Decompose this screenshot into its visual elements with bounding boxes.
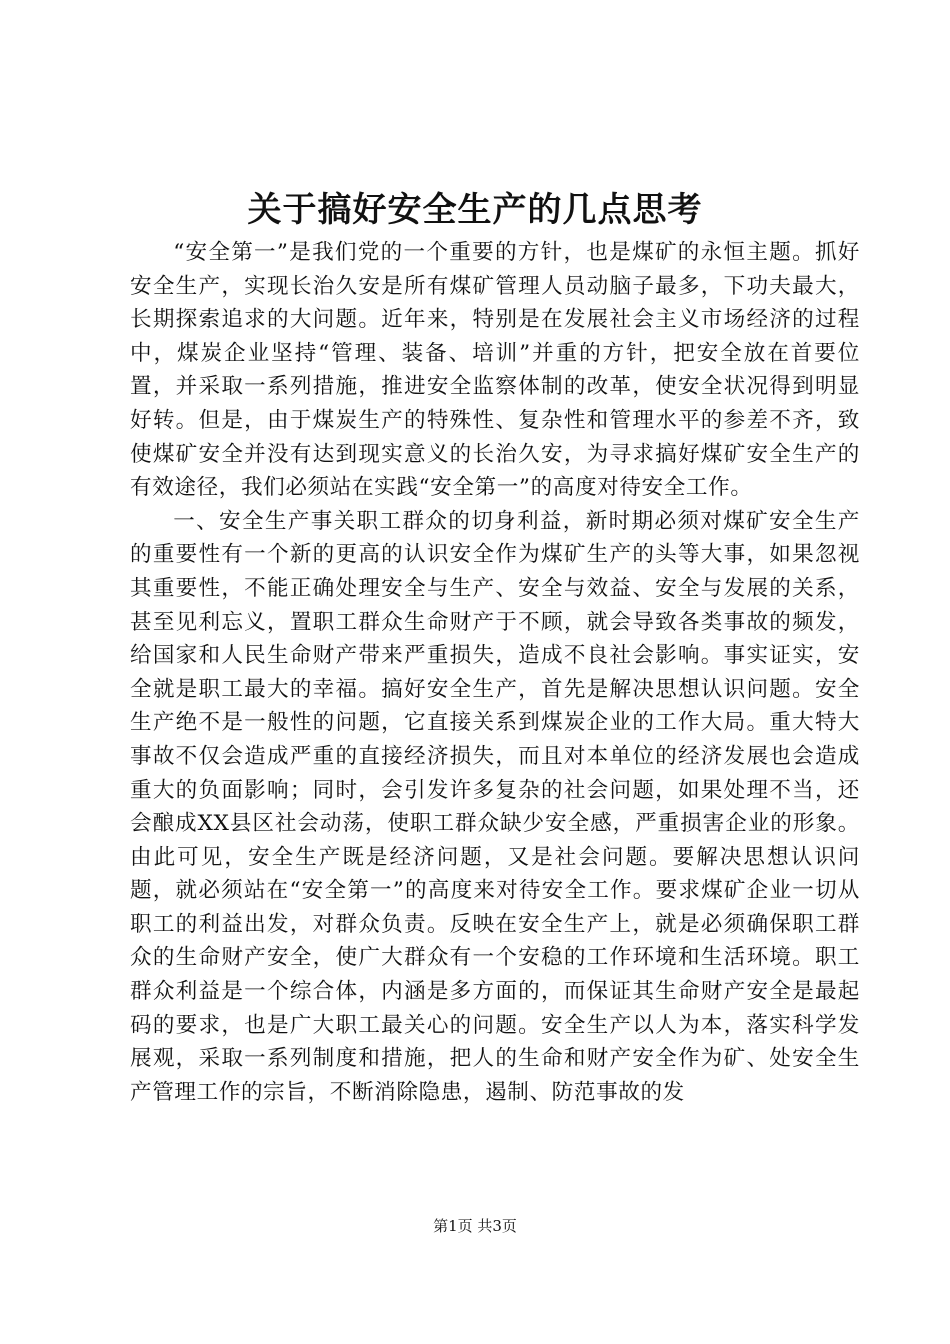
document-body (130, 236, 860, 1109)
paragraph-section-one: 一、安全生产事关职工群众的切身利益，新时期必须对煤矿安全生产的重要性有一个新的更高的认识安全作为煤矿生产的头等大事，如果忽视其重要性，不能正确处理安全与生产、安全与效益、安全与发展的关系，甚至见利忘义，置职工群众生命财产于不顾，就会导致各类事故的频发，给国家和人民生命财产带来严重损失，造成不良社会影响。事实证实，安全就是职工最大的幸福。搞好安全生产，首先是解决思想认识问题。安全生产绝不是一般性的问题，它直接关系到煤炭企业的工作大局。重大特大事故不仅会造成严重的直接经济损失，而且对本单位的经济发展也会造成重大的负面影响；同时，会引发许多复杂的社会问题，如果处理不当，还会酿成XX县区社会动荡，使职工群众缺少安全感，严重损害企业的形象。由此可见，安全生产既是经济问题，又是社会问题。要解决思想认识问题，就必须站在“安全第一”的高度来对待安全工作。要求煤矿企业一切从职工的利益出发，对群众负责。反映在安全生产上，就是必须确保职工群众的生命财产安全，使广大群众有一个安稳的工作环境和生活环境。职工群众利益是一个综合体，内涵是多方面的，而保证其生命财产安全是最起码的要求，也是广大职工最关心的问题。安全生产以人为本，落实科学发展观，采取一系列制度和措施，把人的生命和财产安全作为矿、处安全生产管理工作的宗旨，不断消除隐患，遏制、防范事故的发 (130, 508, 860, 1105)
document-title: 关于搞好安全生产的几点思考 (247, 190, 703, 230)
page-number-footer: 第1页 共3页 (433, 1217, 517, 1235)
paragraph-intro: “安全第一”是我们党的一个重要的方针，也是煤矿的永恒主题。抓好安全生产，实现长治久安是所有煤矿管理人员动脑子最多，下功夫最大，长期探索追求的大问题。近年来，特别是在发展社会主义市场经济的过程中，煤炭企业坚持“管理、装备、培训”并重的方针，把安全放在首要位置，并采取一系列措施，推进安全监察体制的改革，使安全状况得到明显好转。但是，由于煤炭生产的特殊性、复杂性和管理水平的参差不齐，致使煤矿安全并没有达到现实意义的长治久安，为寻求搞好煤矿安全生产的有效途径，我们必须站在实践“安全第一”的高度对待安全工作。 (130, 240, 860, 501)
